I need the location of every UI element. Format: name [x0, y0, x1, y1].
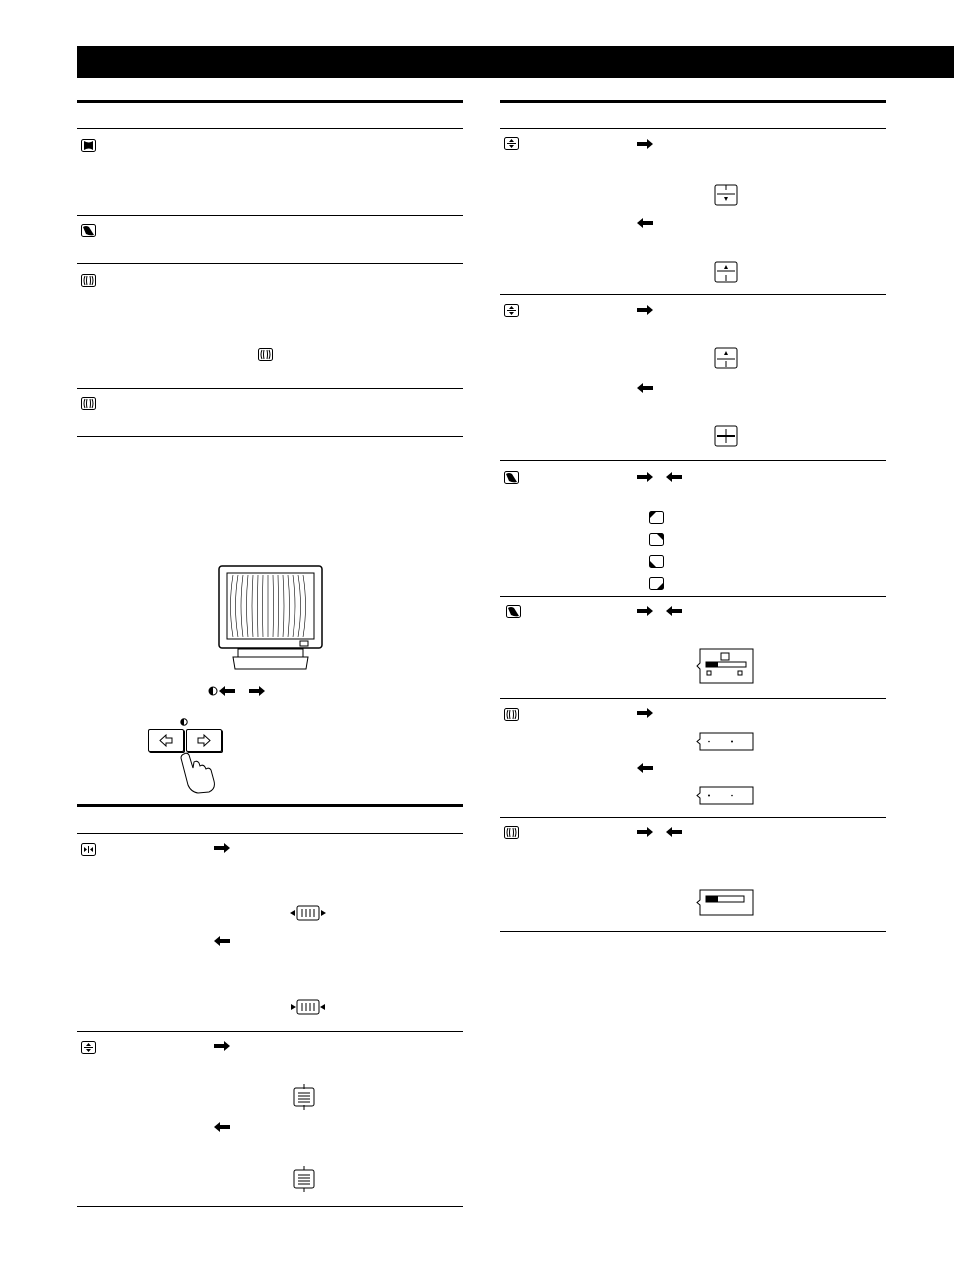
left-arrow-icon	[637, 218, 653, 228]
pincushion-corner-icon	[81, 139, 96, 152]
moire-icon	[81, 274, 96, 287]
right-rule-3	[500, 460, 886, 461]
left-arrow-outline-icon	[149, 730, 183, 751]
screen-move-down-icon	[714, 425, 738, 447]
right-rule-6	[500, 817, 886, 818]
screen-center-down-icon	[714, 261, 738, 283]
left-arrow-icon	[219, 686, 235, 696]
corner-top-left-icon	[649, 511, 664, 524]
osd-moire-off-panel	[695, 786, 755, 805]
moire-inline-icon	[258, 348, 273, 361]
left-top-rule-4	[77, 388, 463, 389]
osd-moire-adjust-panel	[695, 889, 755, 916]
vertical-size-icon	[504, 137, 519, 150]
right-arrow-icon	[637, 606, 653, 616]
left-bottom-rule-3	[77, 1206, 463, 1207]
small-contrast-icon	[180, 718, 188, 726]
screen-center-up-icon	[714, 184, 738, 206]
left-top-rule-1	[77, 128, 463, 129]
right-arrow-icon	[249, 686, 265, 696]
osd-corner-adjust-panel	[695, 648, 755, 684]
vertical-center-icon	[81, 1041, 96, 1054]
left-arrow-icon	[666, 827, 682, 837]
osd-moire-on-panel	[695, 732, 755, 751]
hand-pointer-icon	[178, 752, 220, 794]
left-bottom-heading-rule	[77, 804, 463, 807]
right-rule-2	[500, 294, 886, 295]
right-arrow-icon	[214, 843, 230, 853]
corner-bottom-right-icon	[649, 577, 664, 590]
right-arrow-icon	[637, 827, 653, 837]
header-band	[77, 46, 954, 78]
left-top-rule-5	[77, 436, 463, 437]
left-arrow-icon	[666, 472, 682, 482]
screen-shrink-vertical-icon	[293, 1166, 315, 1192]
moire-icon	[504, 708, 519, 721]
moire-icon	[81, 397, 96, 410]
corner-icon	[506, 605, 521, 618]
right-arrow-icon	[637, 139, 653, 149]
right-heading-rule	[500, 100, 886, 103]
left-arrow-icon	[214, 936, 230, 946]
left-top-rule-3	[77, 263, 463, 264]
screen-shrink-horizontal-icon	[290, 999, 326, 1015]
vertical-center-icon	[504, 304, 519, 317]
corner-bottom-left-icon	[649, 555, 664, 568]
screen-expand-horizontal-icon	[290, 905, 326, 921]
moire-icon	[504, 826, 519, 839]
right-rule-7	[500, 931, 886, 932]
left-arrow-icon	[637, 763, 653, 773]
left-top-heading-rule	[77, 100, 463, 103]
left-arrow-icon	[214, 1122, 230, 1132]
contrast-icon	[208, 686, 218, 696]
monitor-illustration	[218, 565, 324, 671]
screen-move-up-icon	[714, 347, 738, 369]
left-bottom-rule-2	[77, 1031, 463, 1032]
right-rule-5	[500, 698, 886, 699]
right-arrow-icon	[637, 708, 653, 718]
left-control-button[interactable]	[148, 729, 184, 752]
corner-top-right-icon	[649, 533, 664, 546]
left-top-rule-2	[77, 215, 463, 216]
right-arrow-outline-icon	[187, 730, 221, 751]
right-arrow-icon	[214, 1041, 230, 1051]
left-bottom-rule-1	[77, 833, 463, 834]
pincushion-corner-icon	[81, 224, 96, 237]
right-arrow-icon	[637, 305, 653, 315]
left-arrow-icon	[637, 383, 653, 393]
right-arrow-icon	[637, 472, 653, 482]
right-rule-1	[500, 128, 886, 129]
right-rule-4	[500, 596, 886, 597]
left-arrow-icon	[666, 606, 682, 616]
horizontal-size-icon	[81, 843, 96, 856]
corner-icon	[504, 471, 519, 484]
right-control-button[interactable]	[186, 729, 222, 752]
screen-expand-vertical-icon	[293, 1084, 315, 1110]
